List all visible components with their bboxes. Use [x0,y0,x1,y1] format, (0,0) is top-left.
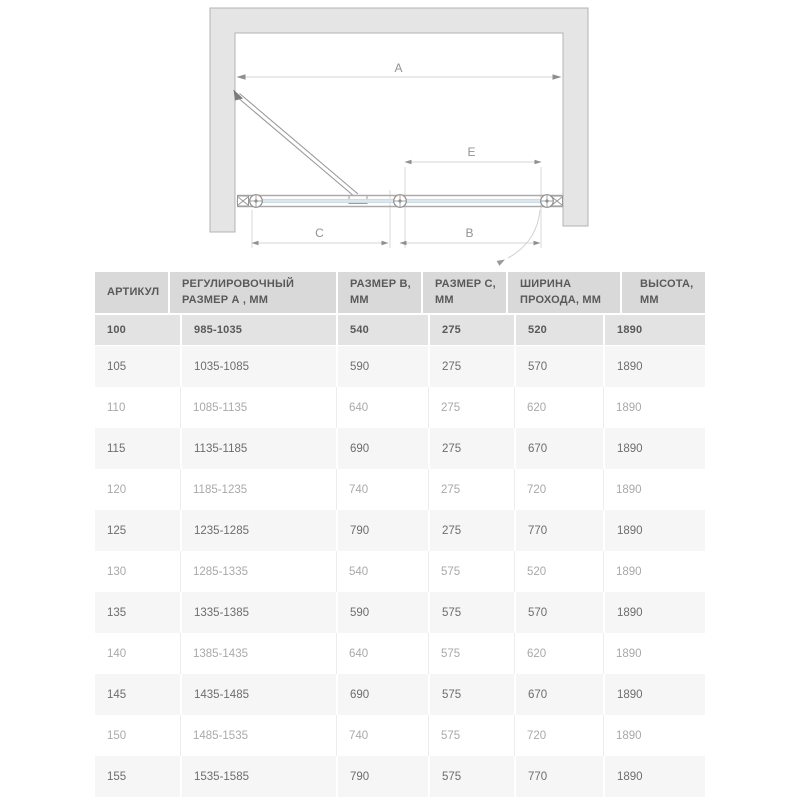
table-cell: 770 [514,756,603,797]
table-header-row [95,272,705,313]
table-cell: 1890 [603,715,705,756]
arc-arrow-icon [497,257,507,266]
table-cell: 1890 [603,674,705,715]
table-cell: 1890 [603,633,705,674]
table-cell: 985-1035 [180,315,336,345]
table-row-125 [95,510,705,551]
table-cell: 1890 [603,346,705,387]
table-cell: 575 [428,715,514,756]
table-cell: 145 [107,688,127,701]
table-row-100 [95,315,705,345]
table-row-150 [95,715,705,756]
table-cell: 130 [107,565,127,578]
table-cell: 640 [336,633,428,674]
table-cell: 275 [428,315,514,345]
table-cell: 740 [336,469,428,510]
column-header-1: РЕГУЛИРОВОЧНЫЙ РАЗМЕР А , ММ [168,272,336,313]
roller-left-icon [250,195,263,208]
dimension-e [405,145,542,164]
table-cell: 690 [336,674,428,715]
table-cell: 125 [107,524,127,537]
table-cell: 540 [336,315,428,345]
dimension-c-label: C [315,226,325,240]
table-cell: 570 [514,346,603,387]
table-row-120 [95,469,705,510]
table-cell: 1035-1085 [180,346,336,387]
wall-bracket-left-icon [238,196,249,206]
table-cell: 1890 [603,551,705,592]
table-cell: 155 [107,770,127,783]
table-cell: 1890 [603,510,705,551]
size-table [95,272,705,797]
table-cell: 1485-1535 [180,715,336,756]
dimension-c [252,226,389,245]
table-cell: 275 [428,346,514,387]
table-cell: 520 [514,315,603,345]
column-header-5: ВЫСОТА, ММ [620,272,705,313]
door-swing-arc [497,210,540,266]
table-cell: 590 [336,592,428,633]
table-cell: 770 [514,510,603,551]
table-cell: 275 [428,510,514,551]
table-cell: 540 [336,551,428,592]
table-row-105 [95,346,705,387]
table-cell: 575 [428,633,514,674]
table-cell: 640 [336,387,428,428]
table-cell: 790 [336,510,428,551]
table-cell: 575 [428,551,514,592]
table-cell: 575 [428,756,514,797]
column-header-4: ШИРИНА ПРОХОДА, ММ [506,272,620,313]
column-header-0: АРТИКУЛ [107,285,160,298]
table-cell: 670 [514,674,603,715]
table-cell: 1890 [603,756,705,797]
table-row-135 [95,592,705,633]
table-cell: 1890 [603,315,705,345]
table-cell: 275 [428,469,514,510]
table-cell: 1135-1185 [180,428,336,469]
table-cell: 1185-1235 [180,469,336,510]
table-cell: 115 [107,442,126,455]
table-cell: 1085-1135 [180,387,336,428]
table-cell: 670 [514,428,603,469]
table-cell: 790 [336,756,428,797]
table-cell: 100 [107,324,126,336]
arrow-left-icon [237,74,246,79]
table-cell: 1535-1585 [180,756,336,797]
dimension-a [237,61,562,80]
table-row-155 [95,756,705,797]
table-cell: 720 [514,715,603,756]
arrow-right-icon [553,74,562,79]
dimension-a-label: A [394,61,404,75]
table-cell: 120 [107,483,127,496]
table-cell: 1235-1285 [180,510,336,551]
column-header-3: РАЗМЕР C, ММ [421,272,506,313]
table-cell: 1890 [603,592,705,633]
table-cell: 1285-1335 [180,551,336,592]
table-row-130 [95,551,705,592]
door-panel-open [234,90,368,204]
table-cell: 690 [336,428,428,469]
table-cell: 620 [514,387,603,428]
table-cell: 570 [514,592,603,633]
table-cell: 275 [428,387,514,428]
table-cell: 135 [107,606,127,619]
table-row-145 [95,674,705,715]
column-header-2: РАЗМЕР B, ММ [336,272,421,313]
table-cell: 590 [336,346,428,387]
dimension-e-label: E [467,145,477,159]
table-cell: 520 [514,551,603,592]
installation-diagram [0,0,800,268]
dimension-b [400,226,541,245]
roller-right-icon [541,195,554,208]
table-row-115 [95,428,705,469]
table-cell: 1890 [603,428,705,469]
table-cell: 1385-1435 [180,633,336,674]
roller-middle-icon [394,195,407,208]
table-cell: 110 [107,401,126,414]
table-body [95,315,705,797]
table-cell: 1890 [603,387,705,428]
table-cell: 150 [107,729,127,742]
table-cell: 1890 [603,469,705,510]
table-cell: 620 [514,633,603,674]
table-cell: 740 [336,715,428,756]
table-cell: 1335-1385 [180,592,336,633]
table-cell: 275 [428,428,514,469]
table-cell: 1435-1485 [180,674,336,715]
table-cell: 105 [107,360,127,373]
dimension-b-label: B [465,226,475,240]
table-cell: 720 [514,469,603,510]
table-row-110 [95,387,705,428]
table-cell: 575 [428,592,514,633]
table-cell: 575 [428,674,514,715]
table-cell: 140 [107,647,127,660]
extension-lines [252,167,541,248]
table-row-140 [95,633,705,674]
